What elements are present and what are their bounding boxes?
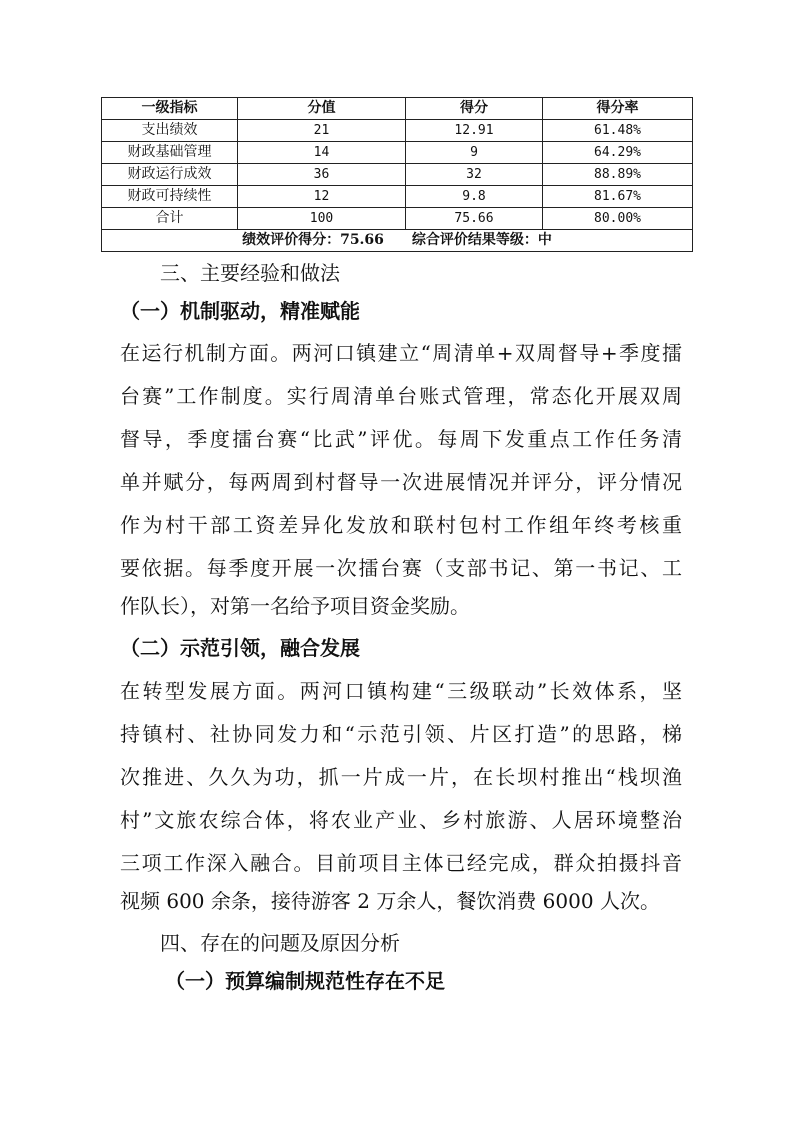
table-row: [102, 142, 693, 164]
header-indicator: 一级指标: [102, 98, 238, 120]
section-heading: 四、存在的问题及原因分析: [160, 931, 400, 955]
paragraph-line: 持镇村、社协同发力和“示范引领、片区打造”的思路，梯: [120, 722, 682, 746]
paragraph-line: 单并赋分，每两周到村督导一次进展情况并评分，评分情况: [120, 470, 682, 494]
evaluation-summary: 绩效评价得分：75.66 综合评价结果等级：中: [102, 230, 693, 252]
header-rate: 得分率: [543, 98, 693, 120]
table-header-row: [102, 98, 693, 120]
paragraph-line: 作队长），对第一名给予项目资金奖励。: [120, 594, 470, 618]
table-row: [102, 120, 693, 142]
cell-rate: 64.29%: [543, 142, 693, 164]
cell-points: 12: [238, 186, 406, 208]
cell-indicator: 财政基础管理: [102, 142, 238, 164]
table-row: [102, 186, 693, 208]
table-row-total: [102, 208, 693, 230]
table-footer-row: [102, 230, 693, 252]
cell-score: 9: [406, 142, 543, 164]
cell-score: 32: [406, 164, 543, 186]
cell-points: 14: [238, 142, 406, 164]
paragraph-line: 村”文旅农综合体，将农业产业、乡村旅游、人居环境整治: [120, 808, 682, 832]
cell-indicator: 支出绩效: [102, 120, 238, 142]
header-score: 得分: [406, 98, 543, 120]
subsection-heading: （一）预算编制规范性存在不足: [165, 969, 445, 993]
paragraph-line: 作为村干部工资差异化发放和联村包村工作组年终考核重: [120, 513, 682, 537]
paragraph-line: 在运行机制方面。两河口镇建立“周清单+双周督导+季度擂: [120, 341, 682, 365]
cell-score: 12.91: [406, 120, 543, 142]
cell-indicator: 财政可持续性: [102, 186, 238, 208]
performance-score-table: [101, 97, 693, 252]
paragraph-line: 在转型发展方面。两河口镇构建“三级联动”长效体系，坚: [120, 679, 682, 703]
cell-score: 9.8: [406, 186, 543, 208]
paragraph-line: 次推进、久久为功，抓一片成一片，在长坝村推出“栈坝渔: [120, 765, 682, 789]
table-row: [102, 164, 693, 186]
paragraph-line: 视频 600 余条，接待游客 2 万余人，餐饮消费 6000 人次。: [120, 889, 660, 913]
subsection-heading: （二）示范引领，融合发展: [120, 636, 360, 660]
cell-rate: 80.00%: [543, 208, 693, 230]
header-points: 分值: [238, 98, 406, 120]
cell-rate: 61.48%: [543, 120, 693, 142]
cell-points: 100: [238, 208, 406, 230]
paragraph-line: 督导，季度擂台赛“比武”评优。每周下发重点工作任务清: [120, 427, 682, 451]
paragraph-line: 台赛”工作制度。实行周清单台账式管理，常态化开展双周: [120, 384, 682, 408]
cell-score: 75.66: [406, 208, 543, 230]
cell-indicator: 财政运行成效: [102, 164, 238, 186]
paragraph-line: 要依据。每季度开展一次擂台赛（支部书记、第一书记、工: [120, 556, 682, 580]
section-heading: 三、主要经验和做法: [160, 261, 340, 285]
paragraph-line: 三项工作深入融合。目前项目主体已经完成，群众拍摄抖音: [120, 851, 682, 875]
cell-indicator: 合计: [102, 208, 238, 230]
cell-points: 36: [238, 164, 406, 186]
cell-rate: 81.67%: [543, 186, 693, 208]
subsection-heading: （一）机制驱动，精准赋能: [120, 299, 360, 323]
cell-points: 21: [238, 120, 406, 142]
cell-rate: 88.89%: [543, 164, 693, 186]
